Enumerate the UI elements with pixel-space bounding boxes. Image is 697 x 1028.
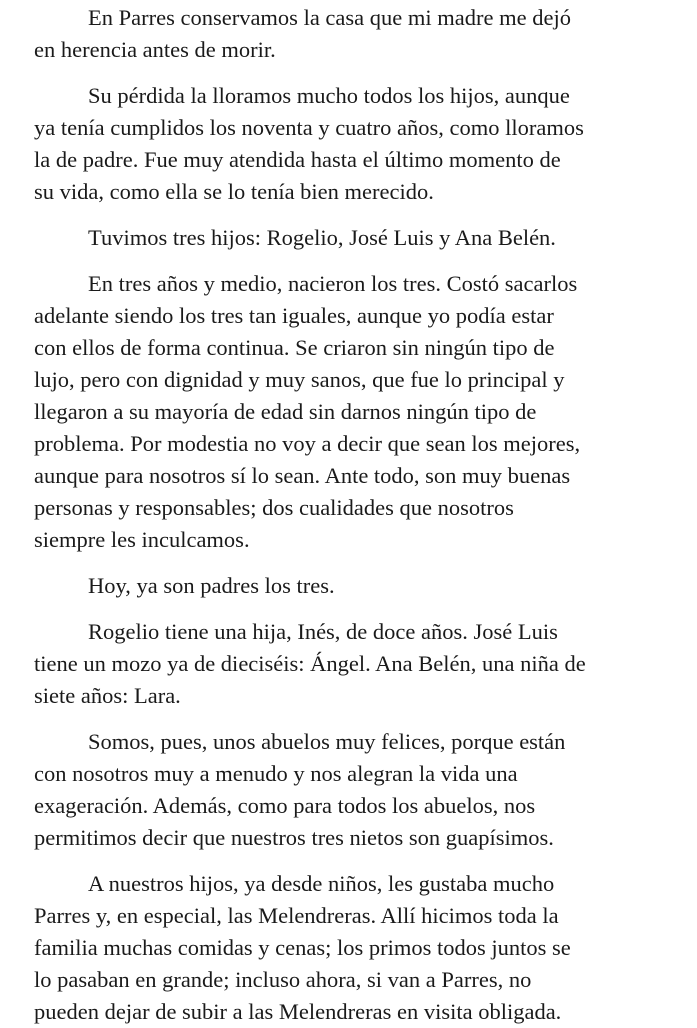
text-line: Somos, pues, unos abuelos muy felices, porque están <box>88 729 566 754</box>
text-line: aunque para nosotros sí lo sean. Ante todo, son muy buenas <box>34 463 571 488</box>
text-line: Hoy, ya son padres los tres. <box>88 573 335 598</box>
text-line: siempre les inculcamos. <box>34 527 250 552</box>
text-line: tiene un mozo ya de dieciséis: Ángel. Ana Belén, una niña de <box>34 651 586 676</box>
text-line: En Parres conservamos la casa que mi madre me dejó <box>88 5 571 30</box>
paragraph-5 <box>34 570 655 602</box>
text-line: siete años: Lara. <box>34 683 181 708</box>
paragraph-8 <box>34 868 655 1028</box>
text-line: Su pérdida la lloramos mucho todos los hijos, aunque <box>88 83 570 108</box>
text-line: con ellos de forma continua. Se criaron sin ningún tipo de <box>34 335 555 360</box>
paragraph-4 <box>34 268 655 556</box>
text-line: En tres años y medio, nacieron los tres. Costó sacarlos <box>88 271 578 296</box>
paragraph-2 <box>34 80 655 208</box>
text-line: A nuestros hijos, ya desde niños, les gustaba mucho <box>88 871 555 896</box>
text-line: familia muchas comidas y cenas; los primos todos juntos se <box>34 935 571 960</box>
text-line: pueden dejar de subir a las Melendreras en visita obligada. <box>34 999 562 1024</box>
text-line: adelante siendo los tres tan iguales, aunque yo podía estar <box>34 303 554 328</box>
text-line: en herencia antes de morir. <box>34 37 276 62</box>
text-line: permitimos decir que nuestros tres nietos son guapísimos. <box>34 825 554 850</box>
text-line: Rogelio tiene una hija, Inés, de doce años. José Luis <box>88 619 558 644</box>
text-line: con nosotros muy a menudo y nos alegran la vida una <box>34 761 518 786</box>
text-line: la de padre. Fue muy atendida hasta el último momento de <box>34 147 561 172</box>
paragraph-1 <box>34 2 655 66</box>
text-line: ya tenía cumplidos los noventa y cuatro años, como lloramos <box>34 115 584 140</box>
text-line: lujo, pero con dignidad y muy sanos, que fue lo principal y <box>34 367 565 392</box>
text-line: Parres y, en especial, las Melendreras. Allí hicimos toda la <box>34 903 559 928</box>
text-line: lo pasaban en grande; incluso ahora, si van a Parres, no <box>34 967 532 992</box>
text-line: personas y responsables; dos cualidades que nosotros <box>34 495 514 520</box>
paragraph-7 <box>34 726 655 854</box>
paragraph-3 <box>34 222 655 254</box>
paragraph-6 <box>34 616 655 712</box>
text-line: llegaron a su mayoría de edad sin darnos ningún tipo de <box>34 399 537 424</box>
text-line: su vida, como ella se lo tenía bien merecido. <box>34 179 434 204</box>
text-line: exageración. Además, como para todos los abuelos, nos <box>34 793 536 818</box>
text-line: problema. Por modestia no voy a decir que sean los mejores, <box>34 431 581 456</box>
text-line: Tuvimos tres hijos: Rogelio, José Luis y Ana Belén. <box>88 225 556 250</box>
